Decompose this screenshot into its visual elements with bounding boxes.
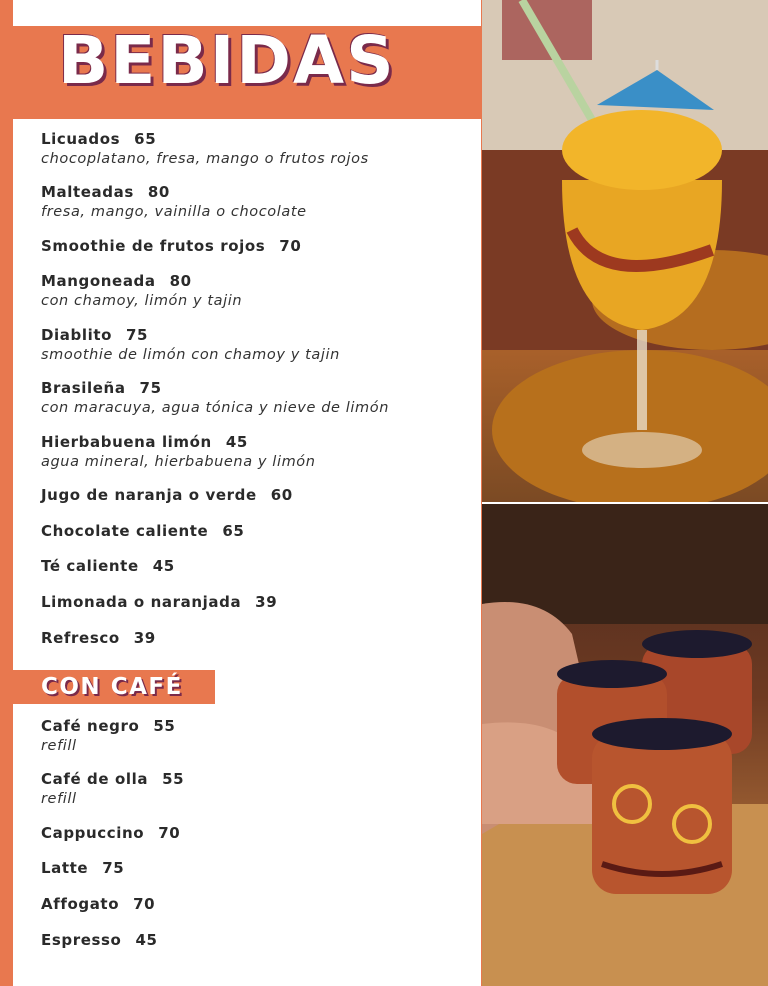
item-description: chocoplatano, fresa, mango o frutos rojos xyxy=(41,151,369,167)
item-description: agua mineral, hierbabuena y limón xyxy=(41,454,316,470)
item-description: refill xyxy=(41,738,77,754)
item-price: 45 xyxy=(135,931,158,949)
page-title: BEBIDAS xyxy=(58,22,396,99)
item-name: Hierbabuena limón xyxy=(41,433,212,451)
item-name: Licuados xyxy=(41,130,121,148)
item-price: 75 xyxy=(102,859,125,877)
section-title: CON CAFÉ xyxy=(41,674,183,700)
item-name: Brasileña xyxy=(41,379,126,397)
item-name: Smoothie de frutos rojos xyxy=(41,237,266,255)
item-price: 60 xyxy=(270,486,293,504)
item-price: 39 xyxy=(133,629,156,647)
item-name: Affogato xyxy=(41,895,120,913)
item-price: 80 xyxy=(147,183,170,201)
item-name: Cappuccino xyxy=(41,824,145,842)
item-price: 70 xyxy=(158,824,181,842)
menu-item xyxy=(41,556,471,576)
menu-item xyxy=(41,894,471,914)
item-name: Jugo de naranja o verde xyxy=(41,486,257,504)
item-price: 70 xyxy=(279,237,302,255)
item-description: smoothie de limón con chamoy y tajin xyxy=(41,347,340,363)
item-price: 70 xyxy=(133,895,156,913)
item-price: 65 xyxy=(134,130,157,148)
menu-item xyxy=(41,823,471,843)
menu-item xyxy=(41,271,471,310)
item-name: Café negro xyxy=(41,717,140,735)
menu-item xyxy=(41,485,471,505)
item-name: Limonada o naranjada xyxy=(41,593,242,611)
item-price: 75 xyxy=(139,379,162,397)
item-description: fresa, mango, vainilla o chocolate xyxy=(41,204,307,220)
item-price: 45 xyxy=(152,557,175,575)
menu-item xyxy=(41,716,471,755)
item-name: Refresco xyxy=(41,629,120,647)
item-name: Diablito xyxy=(41,326,113,344)
item-price: 55 xyxy=(162,770,185,788)
item-name: Café de olla xyxy=(41,770,149,788)
item-description: refill xyxy=(41,791,77,807)
item-description: con chamoy, limón y tajin xyxy=(41,293,243,309)
mangoneada-photo-illustration xyxy=(482,0,768,502)
menu-item xyxy=(41,521,471,541)
menu-item xyxy=(41,378,471,417)
coffee-photo xyxy=(482,504,768,986)
item-price: 55 xyxy=(153,717,176,735)
item-price: 80 xyxy=(169,272,192,290)
menu-item xyxy=(41,628,471,648)
item-description: con maracuya, agua tónica y nieve de limón xyxy=(41,400,389,416)
item-name: Malteadas xyxy=(41,183,134,201)
menu-item xyxy=(41,129,471,168)
item-name: Latte xyxy=(41,859,89,877)
item-price: 39 xyxy=(255,593,278,611)
menu-item xyxy=(41,769,471,808)
menu-item xyxy=(41,858,471,878)
item-name: Mangoneada xyxy=(41,272,156,290)
menu-item xyxy=(41,592,471,612)
menu-item xyxy=(41,182,471,221)
item-name: Espresso xyxy=(41,931,122,949)
item-name: Té caliente xyxy=(41,557,139,575)
menu-item xyxy=(41,930,471,950)
clay-mugs-photo-illustration xyxy=(482,504,768,986)
menu-item xyxy=(41,236,471,256)
menu-item xyxy=(41,432,471,471)
menu-item xyxy=(41,325,471,364)
item-name: Chocolate caliente xyxy=(41,522,209,540)
item-price: 75 xyxy=(126,326,149,344)
item-price: 65 xyxy=(222,522,245,540)
item-price: 45 xyxy=(225,433,248,451)
drink-photo xyxy=(482,0,768,502)
